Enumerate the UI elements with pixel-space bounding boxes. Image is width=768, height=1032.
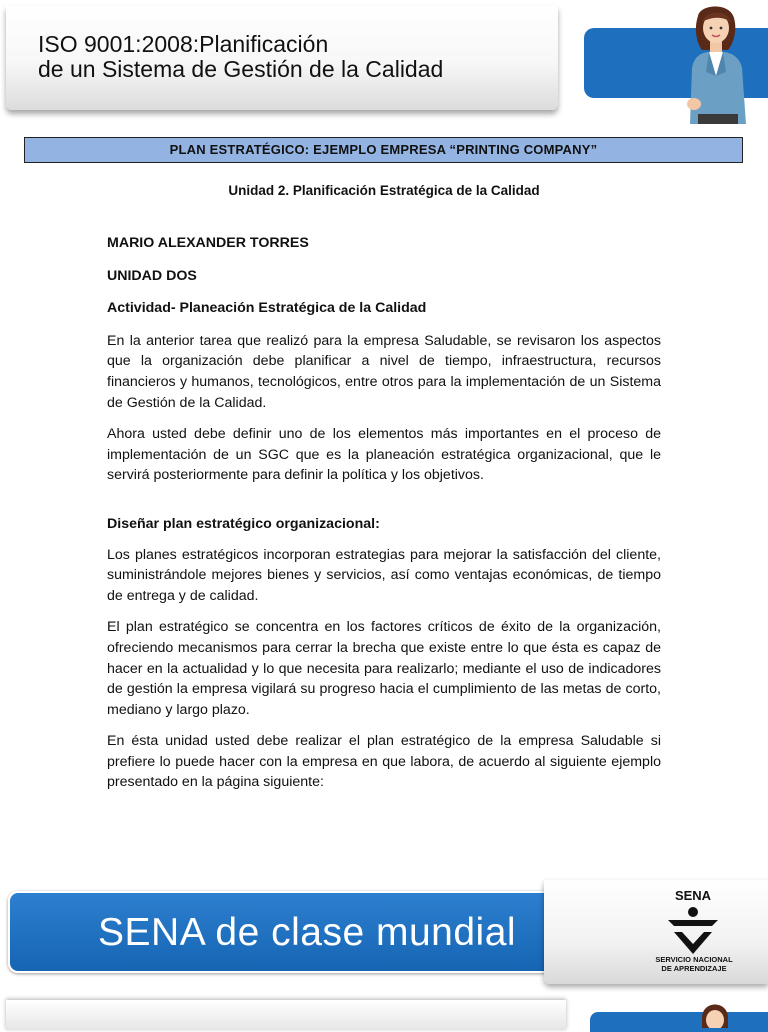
plan-title-bar: PLAN ESTRATÉGICO: EJEMPLO EMPRESA “PRINTING COMPANY”	[24, 137, 743, 163]
paragraph: En la anterior tarea que realizó para la empresa Saludable, se revisaron los aspectos que la organización debe planificar a nivel de tiempo, infraestructura, recursos financieros y humanos, tecnológicos, entre otros para la implementación de un Sistema de Gestión de la Calidad.	[107, 332, 661, 411]
woman-illustration-icon	[672, 2, 762, 124]
next-page-accent-bar	[590, 1012, 768, 1032]
document-title: ISO 9001:2008:Planificación de un Sistema de Gestión de la Calidad	[38, 31, 444, 82]
paragraph: El plan estratégico se concentra en los factores críticos de éxito de la organización, ofreciendo mecanismos para cerrar la brecha que existe entre lo que ésta es capaz de hacer en la actualidad y lo que necesita para realizarlo; mediante el uso de indicadores de gestión la empresa vigilará su progreso hacia el cumplimiento de las metas de corto, mediano y largo plazo.	[107, 619, 661, 718]
footer-slogan: SENA de clase mundial	[98, 911, 517, 954]
activity-title: Actividad- Planeación Estratégica de la Calidad	[107, 300, 427, 317]
document-body	[107, 233, 661, 804]
paragraph: En ésta unidad usted debe realizar el plan estratégico de la empresa Saludable si prefiere lo puede hacer con la empresa en que labora, de acuerdo al siguiente ejemplo presentado en la página siguiente:	[107, 733, 661, 791]
author-name: MARIO ALEXANDER TORRES	[107, 235, 309, 251]
section-title: Diseñar plan estratégico organizacional:	[107, 515, 380, 532]
unit-label: UNIDAD DOS	[107, 267, 197, 284]
paragraph: Ahora usted debe definir uno de los elementos más importantes en el proceso de implementación de un SGC que es la planeación estratégica organizacional, que le servirá posteriormente para definir la política y los objetivos.	[107, 426, 661, 484]
sena-logo-subtitle: SERVICIO NACIONAL DE APRENDIZAJE	[655, 955, 733, 973]
paragraph: Los planes estratégicos incorporan estrategias para mejorar la satisfacción del cliente, suministrándole mejores bienes y servicios, así como ventajas económicas, de tiempo de entrega y de calidad.	[107, 546, 661, 604]
sena-logo-icon	[654, 886, 732, 956]
next-page-header	[6, 1000, 566, 1030]
unit-heading: Unidad 2. Planificación Estratégica de la Calidad	[228, 183, 540, 198]
svg-text:SENA: SENA	[674, 888, 712, 903]
